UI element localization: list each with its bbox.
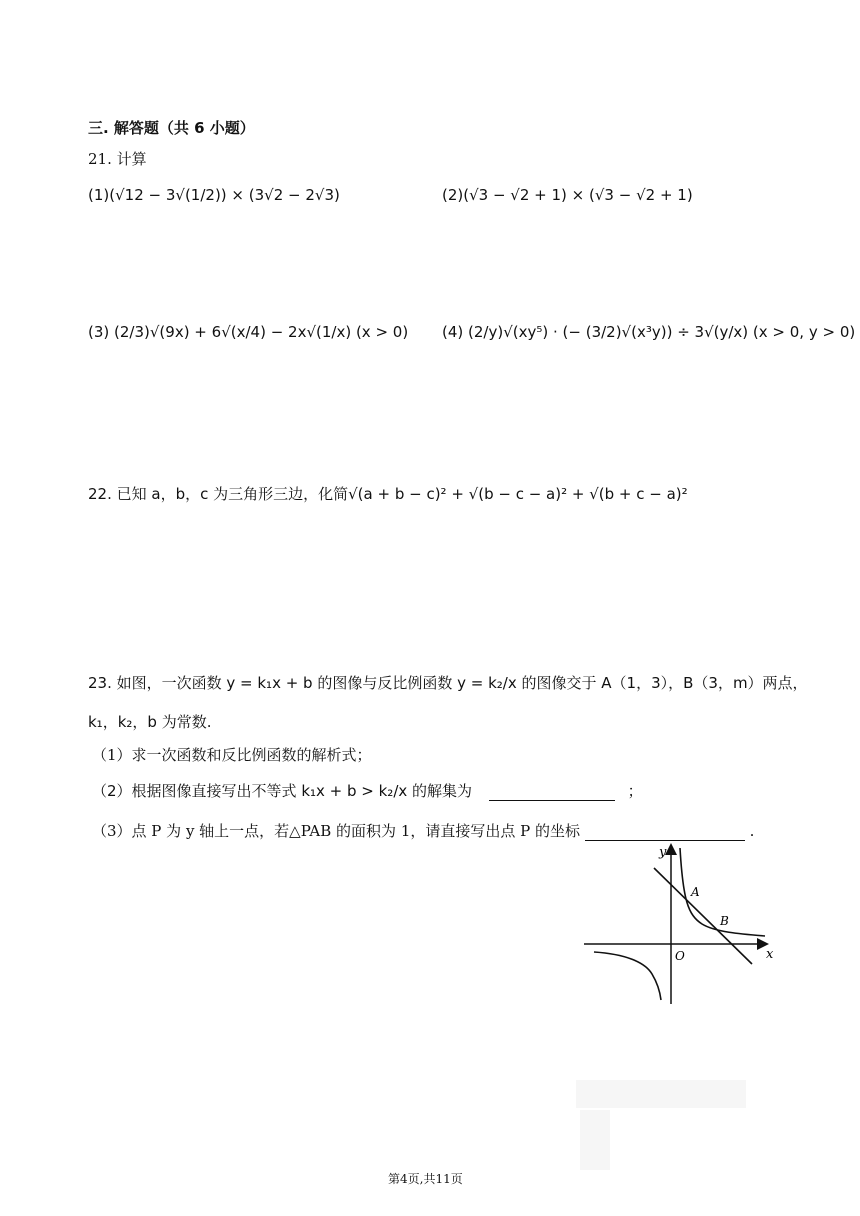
function-graph bbox=[580, 840, 780, 1012]
section-heading: 三. 解答题（共 6 小题） bbox=[88, 119, 255, 137]
sub-2-text: （2）根据图像直接写出不等式 k₁x + b > k₂/x 的解集为 bbox=[92, 782, 473, 800]
question-21-part-1: (1)(√12 − 3√(1/2)) × (3√2 − 2√3) bbox=[88, 186, 340, 204]
question-21-part-2: (2)(√3 − √2 + 1) × (√3 − √2 + 1) bbox=[442, 186, 693, 204]
question-21-title: 21. 计算 bbox=[88, 150, 147, 168]
point-a-label: A bbox=[691, 885, 700, 899]
question-21-part-3: (3) (2/3)√(9x) + 6√(x/4) − 2x√(1/x) (x > 0) bbox=[88, 323, 409, 341]
page-number: 第4页,共11页 bbox=[388, 1172, 463, 1186]
question-23-sub-3 bbox=[92, 820, 754, 841]
sub-3-suffix: . bbox=[749, 822, 755, 840]
hyperbola-quadrant-3 bbox=[594, 952, 661, 1000]
y-axis-label: y bbox=[659, 845, 667, 860]
linear-function-line bbox=[654, 868, 752, 964]
origin-label: O bbox=[675, 949, 685, 963]
question-21-part-4: (4) (2/y)√(xy⁵) · (− (3/2)√(x³y)) ÷ 3√(y/x) (x > 0, y > 0) bbox=[442, 323, 856, 341]
question-23-line-2: k₁，k₂，b 为常数. bbox=[88, 713, 212, 731]
point-b-label: B bbox=[720, 914, 729, 928]
sub-3-text: （3）点 P 为 y 轴上一点，若△PAB 的面积为 1，请直接写出点 P 的坐标 bbox=[92, 822, 581, 840]
sub-2-suffix: ； bbox=[627, 782, 643, 800]
question-23-line-1: 23. 如图，一次函数 y = k₁x + b 的图像与反比例函数 y = k₂/x 的图像交于 A（1，3），B（3，m）两点， bbox=[88, 674, 808, 692]
answer-blank-3[interactable] bbox=[585, 822, 745, 841]
answer-blank-2[interactable] bbox=[489, 782, 615, 801]
question-23-sub-1: （1）求一次函数和反比例函数的解析式； bbox=[92, 746, 372, 764]
x-axis-label: x bbox=[766, 947, 774, 962]
question-22: 22. 已知 a，b，c 为三角形三边，化简√(a + b − c)² + √(b − c − a)² + √(b + c − a)² bbox=[88, 485, 688, 503]
question-23-sub-2 bbox=[92, 780, 643, 801]
scan-smudge bbox=[580, 1110, 610, 1170]
scan-smudge bbox=[576, 1080, 746, 1108]
